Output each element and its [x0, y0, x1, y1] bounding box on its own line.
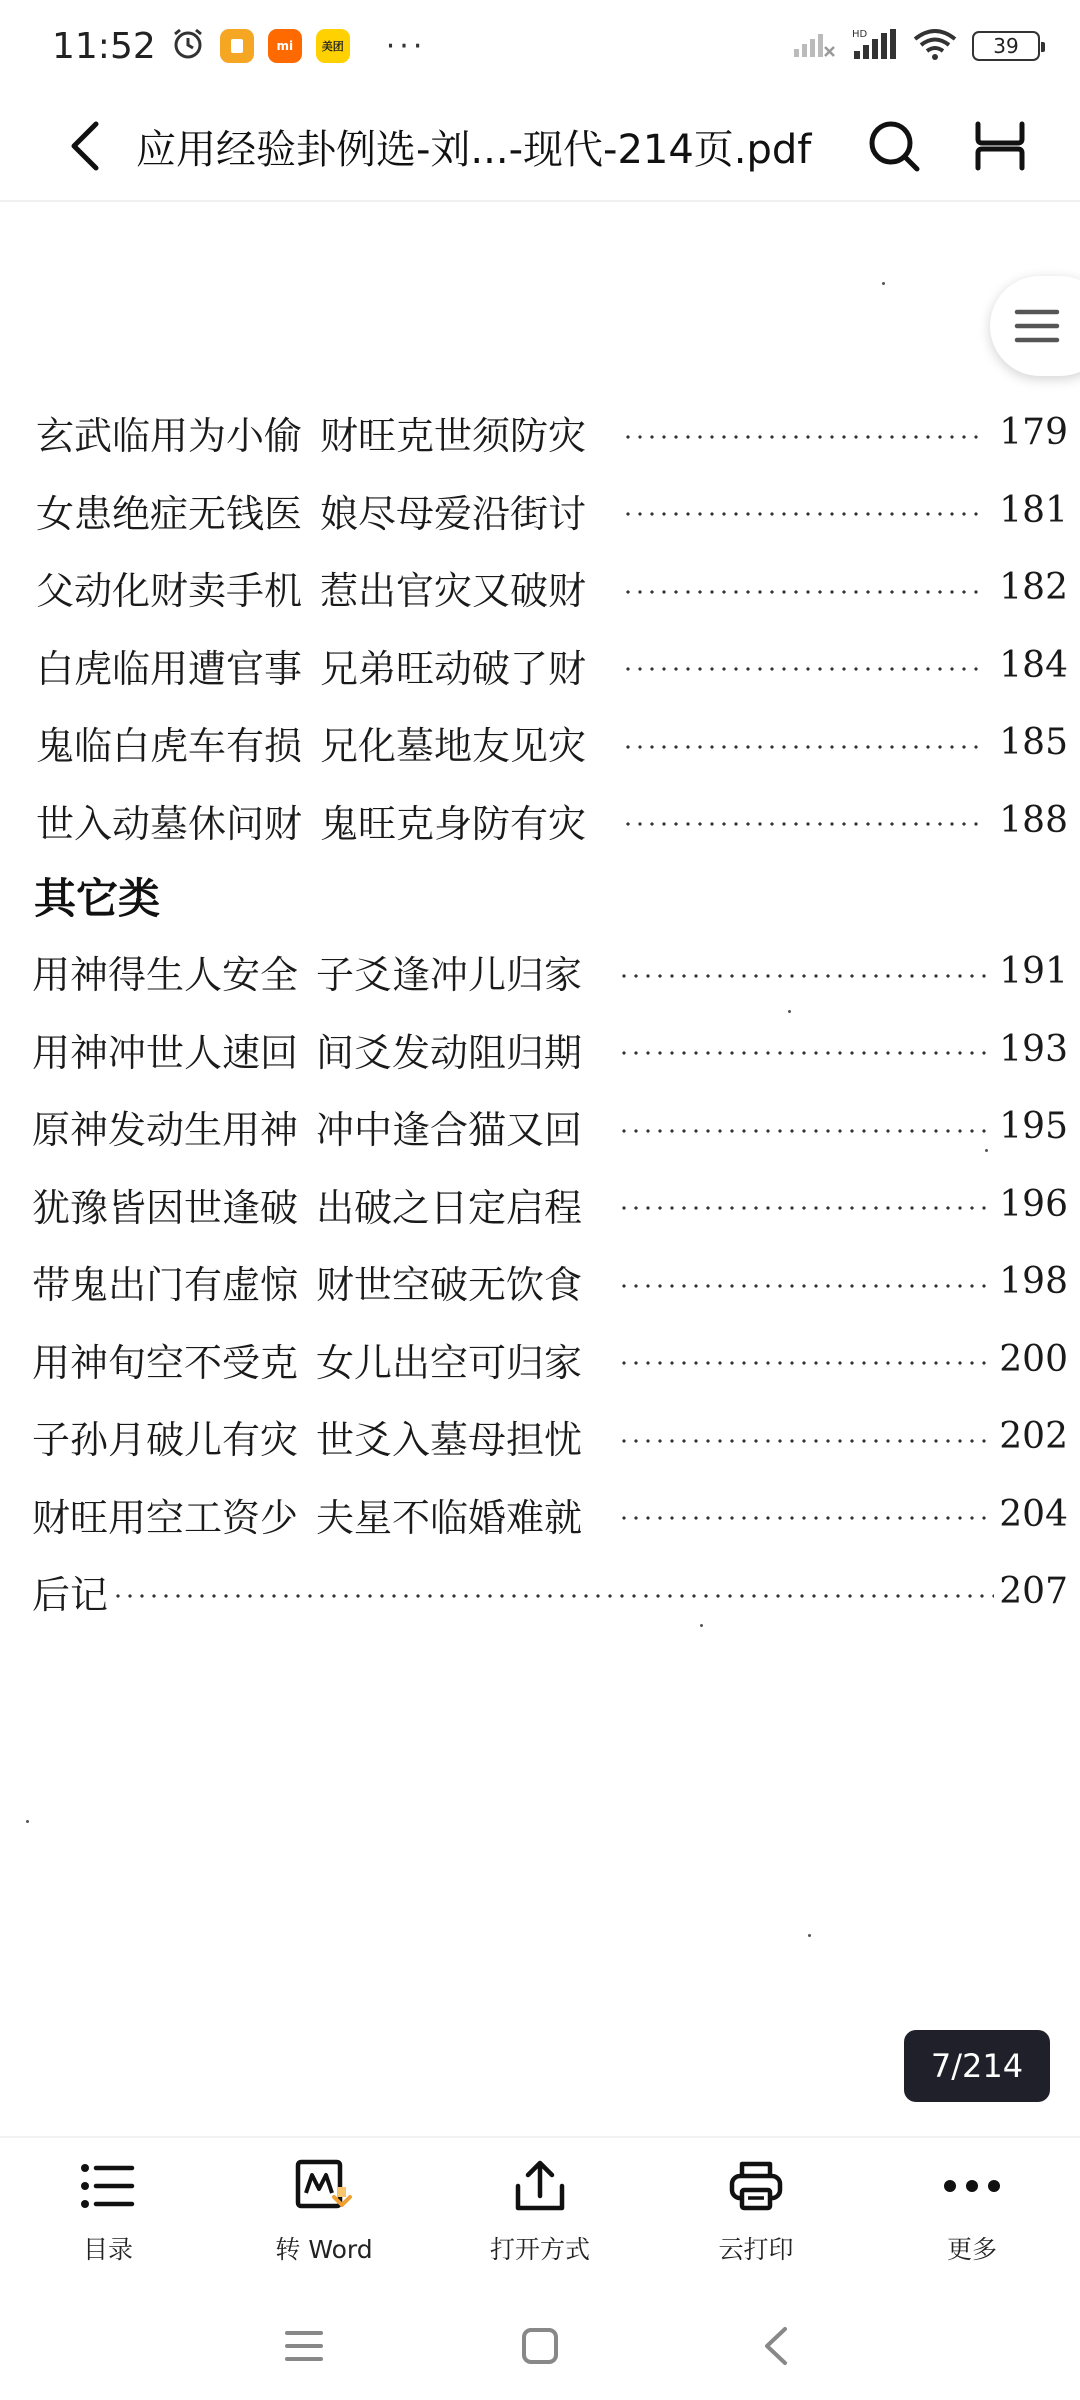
toc-entry-line2: 兄弟旺动破了财	[320, 646, 587, 691]
toc-entry-line2: 娘尽母爱沿街讨	[320, 491, 587, 536]
toc-entry-line2: 夫星不临婚难就	[316, 1495, 583, 1540]
search-button[interactable]	[858, 110, 930, 182]
leader-dots	[618, 1284, 986, 1288]
toc-entry-line2: 间爻发动阻归期	[316, 1030, 583, 1075]
leader-dots	[622, 745, 986, 749]
toc-entry[interactable]	[0, 394, 1080, 472]
toc-page-number: 193	[999, 1028, 1068, 1070]
toc-entry-line2: 兄化墓地友见灾	[320, 724, 587, 769]
toc-entry-line1: 白虎临用遭官事	[36, 646, 303, 691]
battery-indicator: 39	[972, 31, 1040, 61]
toc-page-number: 191	[999, 951, 1068, 993]
toc-entry[interactable]	[0, 1088, 1080, 1166]
toc-entry[interactable]	[0, 1243, 1080, 1321]
cloud-print-label: 云打印	[718, 2235, 794, 2264]
toc-entry-line1: 后记	[32, 1573, 109, 1618]
open-with-button[interactable]	[432, 2138, 648, 2288]
toc-entry-line2: 子爻逢冲儿归家	[316, 953, 583, 998]
word-convert-icon	[292, 2154, 356, 2218]
toc-section-heading[interactable]: 其它类	[34, 874, 161, 923]
status-left	[52, 26, 426, 67]
leader-dots	[622, 512, 986, 516]
toc-entry-line1: 带鬼出门有虚惊	[32, 1263, 299, 1308]
toc-entry[interactable]	[0, 1398, 1080, 1476]
toc-entry-line1: 犹豫皆因世逢破	[32, 1185, 299, 1230]
home-button[interactable]	[510, 2316, 570, 2376]
toc-entry-line1: 原神发动生用神	[32, 1108, 299, 1153]
toc-entry-line2: 财旺克世须防灾	[320, 414, 587, 459]
toc-entry-line1: 父动化财卖手机	[36, 569, 303, 614]
more-notifications-icon: ···	[385, 28, 427, 64]
toc-page-number: 184	[999, 644, 1068, 686]
leader-dots	[112, 1594, 994, 1598]
catalog-label: 目录	[82, 2235, 133, 2264]
toc-page-number: 179	[999, 412, 1068, 454]
toc-page-number: 182	[999, 567, 1068, 609]
toc-page-number: 181	[999, 489, 1068, 531]
toc-page-number: 200	[999, 1338, 1068, 1380]
system-back-button[interactable]	[746, 2316, 806, 2376]
chevron-left-icon	[66, 120, 106, 172]
toc-entry-line1: 财旺用空工资少	[32, 1495, 299, 1540]
leader-dots	[618, 1361, 986, 1365]
scan-speck	[882, 282, 885, 285]
scan-speck	[26, 1820, 29, 1823]
notes-app-icon	[220, 29, 254, 63]
toc-page-number: 198	[999, 1261, 1068, 1303]
pdf-page[interactable]	[0, 204, 1080, 2134]
toc-page-number: 195	[999, 1106, 1068, 1148]
toc-entry-line1: 子孙月破儿有灾	[32, 1418, 299, 1463]
more-label: 更多	[946, 2235, 997, 2264]
more-button[interactable]	[864, 2138, 1080, 2288]
reading-mode-button[interactable]	[964, 110, 1036, 182]
document-title: 应用经验卦例选-刘...-现代-214页.pdf	[136, 126, 812, 173]
toc-entry[interactable]	[0, 782, 1080, 860]
toc-entry-line2: 财世空破无饮食	[316, 1263, 583, 1308]
back-chevron-icon	[761, 2326, 791, 2366]
outline-button[interactable]	[990, 276, 1080, 376]
catalog-button[interactable]	[0, 2138, 216, 2288]
toc-entry[interactable]	[0, 1166, 1080, 1244]
toc-entry-line2: 冲中逢合猫又回	[316, 1108, 583, 1153]
search-icon	[867, 119, 921, 173]
leader-dots	[622, 435, 986, 439]
leader-dots	[618, 1129, 986, 1133]
toc-entry-line1: 玄武临用为小偷	[36, 414, 303, 459]
printer-icon	[724, 2154, 788, 2218]
reading-mode-icon	[974, 121, 1026, 171]
toc-page-number: 196	[999, 1183, 1068, 1225]
toc-entry-line1: 用神得生人安全	[32, 953, 299, 998]
toc-entry-line2: 出破之日定启程	[316, 1185, 583, 1230]
toc-entry[interactable]	[0, 627, 1080, 705]
leader-dots	[622, 822, 986, 826]
leader-dots	[618, 1439, 986, 1443]
leader-dots	[618, 1516, 986, 1520]
leader-dots	[622, 667, 986, 671]
recents-button[interactable]	[274, 2316, 334, 2376]
alarm-icon	[170, 26, 206, 66]
mi-app-icon: mi	[268, 29, 302, 63]
leader-dots	[622, 590, 986, 594]
toc-entry[interactable]	[0, 1011, 1080, 1089]
toc-page-number: 207	[999, 1571, 1068, 1613]
status-right	[792, 27, 1040, 65]
wifi-icon	[912, 27, 958, 65]
system-nav-bar	[0, 2286, 1080, 2400]
toc-entry-line2: 鬼旺克身防有灾	[320, 801, 587, 846]
open-with-label: 打开方式	[489, 2235, 590, 2264]
page-indicator[interactable]: 7/214	[904, 2030, 1050, 2102]
toc-entry-line1: 用神冲世人速回	[32, 1030, 299, 1075]
toc-entry[interactable]	[0, 549, 1080, 627]
cloud-print-button[interactable]	[648, 2138, 864, 2288]
toc-entry[interactable]	[0, 1553, 1080, 1631]
toc-page-number: 185	[999, 722, 1068, 764]
svg-text:HD: HD	[852, 29, 868, 40]
leader-dots	[618, 974, 986, 978]
status-bar	[0, 0, 1080, 92]
signal-weak-icon	[792, 29, 836, 63]
leader-dots	[618, 1206, 986, 1210]
toc-entry-line1: 女患绝症无钱医	[36, 491, 303, 536]
back-button[interactable]	[50, 110, 122, 182]
list-icon	[76, 2154, 140, 2218]
toc-entry[interactable]	[0, 704, 1080, 782]
toc-entry-line1: 世入动墓休问财	[36, 801, 303, 846]
more-dots-icon	[940, 2154, 1004, 2218]
share-icon	[508, 2154, 572, 2218]
toc-entry-line2: 女儿出空可归家	[316, 1340, 583, 1385]
scan-speck	[808, 1934, 811, 1937]
bottom-toolbar	[0, 2136, 1080, 2286]
toc-page-number: 188	[999, 799, 1068, 841]
toc-entry-line2: 惹出官灾又破财	[320, 569, 587, 614]
toc-entry[interactable]	[0, 472, 1080, 550]
toc-entry[interactable]	[0, 1476, 1080, 1554]
toc-entry-line2: 世爻入墓母担忧	[316, 1418, 583, 1463]
toc-entry-line1: 用神旬空不受克	[32, 1340, 299, 1385]
toc-page-number: 204	[999, 1493, 1068, 1535]
title-bar	[0, 92, 1080, 202]
convert-word-label: 转 Word	[275, 2235, 373, 2264]
outline-icon	[1014, 307, 1060, 345]
status-time: 11:52	[52, 25, 156, 67]
home-square-icon	[520, 2326, 560, 2366]
leader-dots	[618, 1051, 986, 1055]
toc-entry[interactable]	[0, 1321, 1080, 1399]
toc-page-number: 202	[999, 1416, 1068, 1458]
table-of-contents	[0, 394, 1080, 1631]
toc-entry[interactable]	[0, 933, 1080, 1011]
signal-hd-icon	[850, 27, 898, 65]
convert-word-button[interactable]	[216, 2138, 432, 2288]
toc-entry-line1: 鬼临白虎车有损	[36, 724, 303, 769]
meituan-app-icon: 美团	[316, 29, 350, 63]
menu-icon	[284, 2329, 324, 2363]
